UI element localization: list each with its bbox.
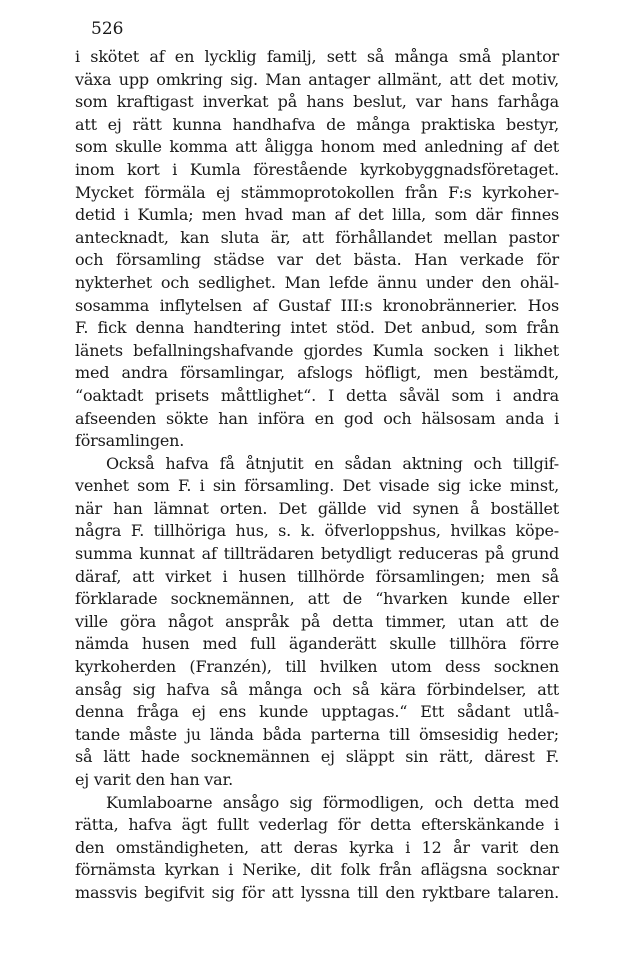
text-line: ej varit den han var. (75, 770, 234, 789)
text-line: ansåg sig hafva så många och så kära förbindelser, att (75, 679, 559, 699)
text-line: nykterhet och sedlighet. Man lefde ännu under den ohäl- (75, 272, 559, 292)
text-line: venhet som F. i sin församling. Det visade sig icke minst, (75, 476, 559, 496)
text-line: den omständigheten, att deras kyrka i 12 år varit den (75, 837, 559, 857)
text-line: kyrkoherden (Franzén), till hvilken utom dess socknen (75, 657, 559, 677)
text-line: så lätt hade socknemännen ej släppt sin rätt, därest F. (75, 747, 559, 767)
text-line: afseenden sökte han införa en god och hälsosam anda i (75, 408, 559, 428)
text-line: och församling städse var det bästa. Han verkade för (75, 250, 559, 270)
text-line: massvis begifvit sig för att lyssna till den ryktbare talaren. (75, 882, 559, 902)
text-line: som skulle komma att åligga honom med anledning af det (75, 137, 559, 157)
text-line: när han lämnat orten. Det gällde vid synen å bostället (75, 498, 559, 518)
text-line: summa kunnat af tillträdaren betydligt reduceras på grund (75, 544, 559, 564)
text-line: att ej rätt kunna handhafva de många praktiska bestyr, (75, 114, 559, 134)
text-line: i skötet af en lycklig familj, sett så många små plantor (75, 47, 559, 66)
text-line: inom kort i Kumla förestående kyrkobyggnadsföretaget. (75, 159, 559, 179)
text-line: ville göra något anspråk på detta timmer, utan att de (75, 611, 559, 631)
text-line: Mycket förmäla ej stämmoprotokollen från F:s kyrkoher- (75, 182, 559, 202)
text-line: rätta, hafva ägt fullt vederlag för detta efterskänkande i (75, 815, 559, 835)
text-line: några F. tillhöriga hus, s. k. öfverloppshus, hvilkas köpe- (75, 521, 559, 541)
text-line: F. fick denna handtering intet stöd. Det anbud, som från (75, 318, 559, 338)
text-line: “oaktadt prisets måttlighet“. I detta såväl som i andra (75, 385, 559, 405)
text-line: växa upp omkring sig. Man antager allmänt, att det motiv, (75, 69, 559, 89)
text-line: detid i Kumla; men hvad man af det lilla, som där finnes (75, 205, 559, 225)
text-line: nämda husen med full äganderätt skulle tillhöra förre (75, 634, 559, 654)
page-number: 526 (91, 19, 124, 39)
text-line: antecknadt, kan sluta är, att förhållandet mellan pastor (75, 227, 559, 247)
text-line: Också hafva få åtnjutit en sådan aktning och tillgif- (106, 453, 559, 473)
text-line: länets befallningshafvande gjordes Kumla socken i likhet (75, 340, 559, 360)
text-line: förklarade socknemännen, att de “hvarken kunde eller (75, 589, 559, 609)
text-line: som kraftigast inverkat på hans beslut, var hans farhåga (75, 92, 559, 112)
text-line: denna fråga ej ens kunde upptagas.“ Ett sådant utlå- (75, 702, 559, 722)
text-line: med andra församlingar, afslogs höfligt, men bestämdt, (75, 363, 559, 383)
text-line: Kumlaboarne ansågo sig förmodligen, och detta med (106, 792, 559, 812)
body-text (75, 46, 559, 905)
text-line: församlingen. (75, 431, 185, 451)
text-line: tande måste ju lända båda parterna till ömsesidig heder; (75, 724, 559, 744)
text-line: däraf, att virket i husen tillhörde församlingen; men så (75, 566, 559, 586)
text-line: sosamma inflytelsen af Gustaf III:s kronobrännerier. Hos (75, 295, 559, 315)
text-line: förnämsta kyrkan i Nerike, dit folk från aflägsna socknar (75, 860, 559, 880)
